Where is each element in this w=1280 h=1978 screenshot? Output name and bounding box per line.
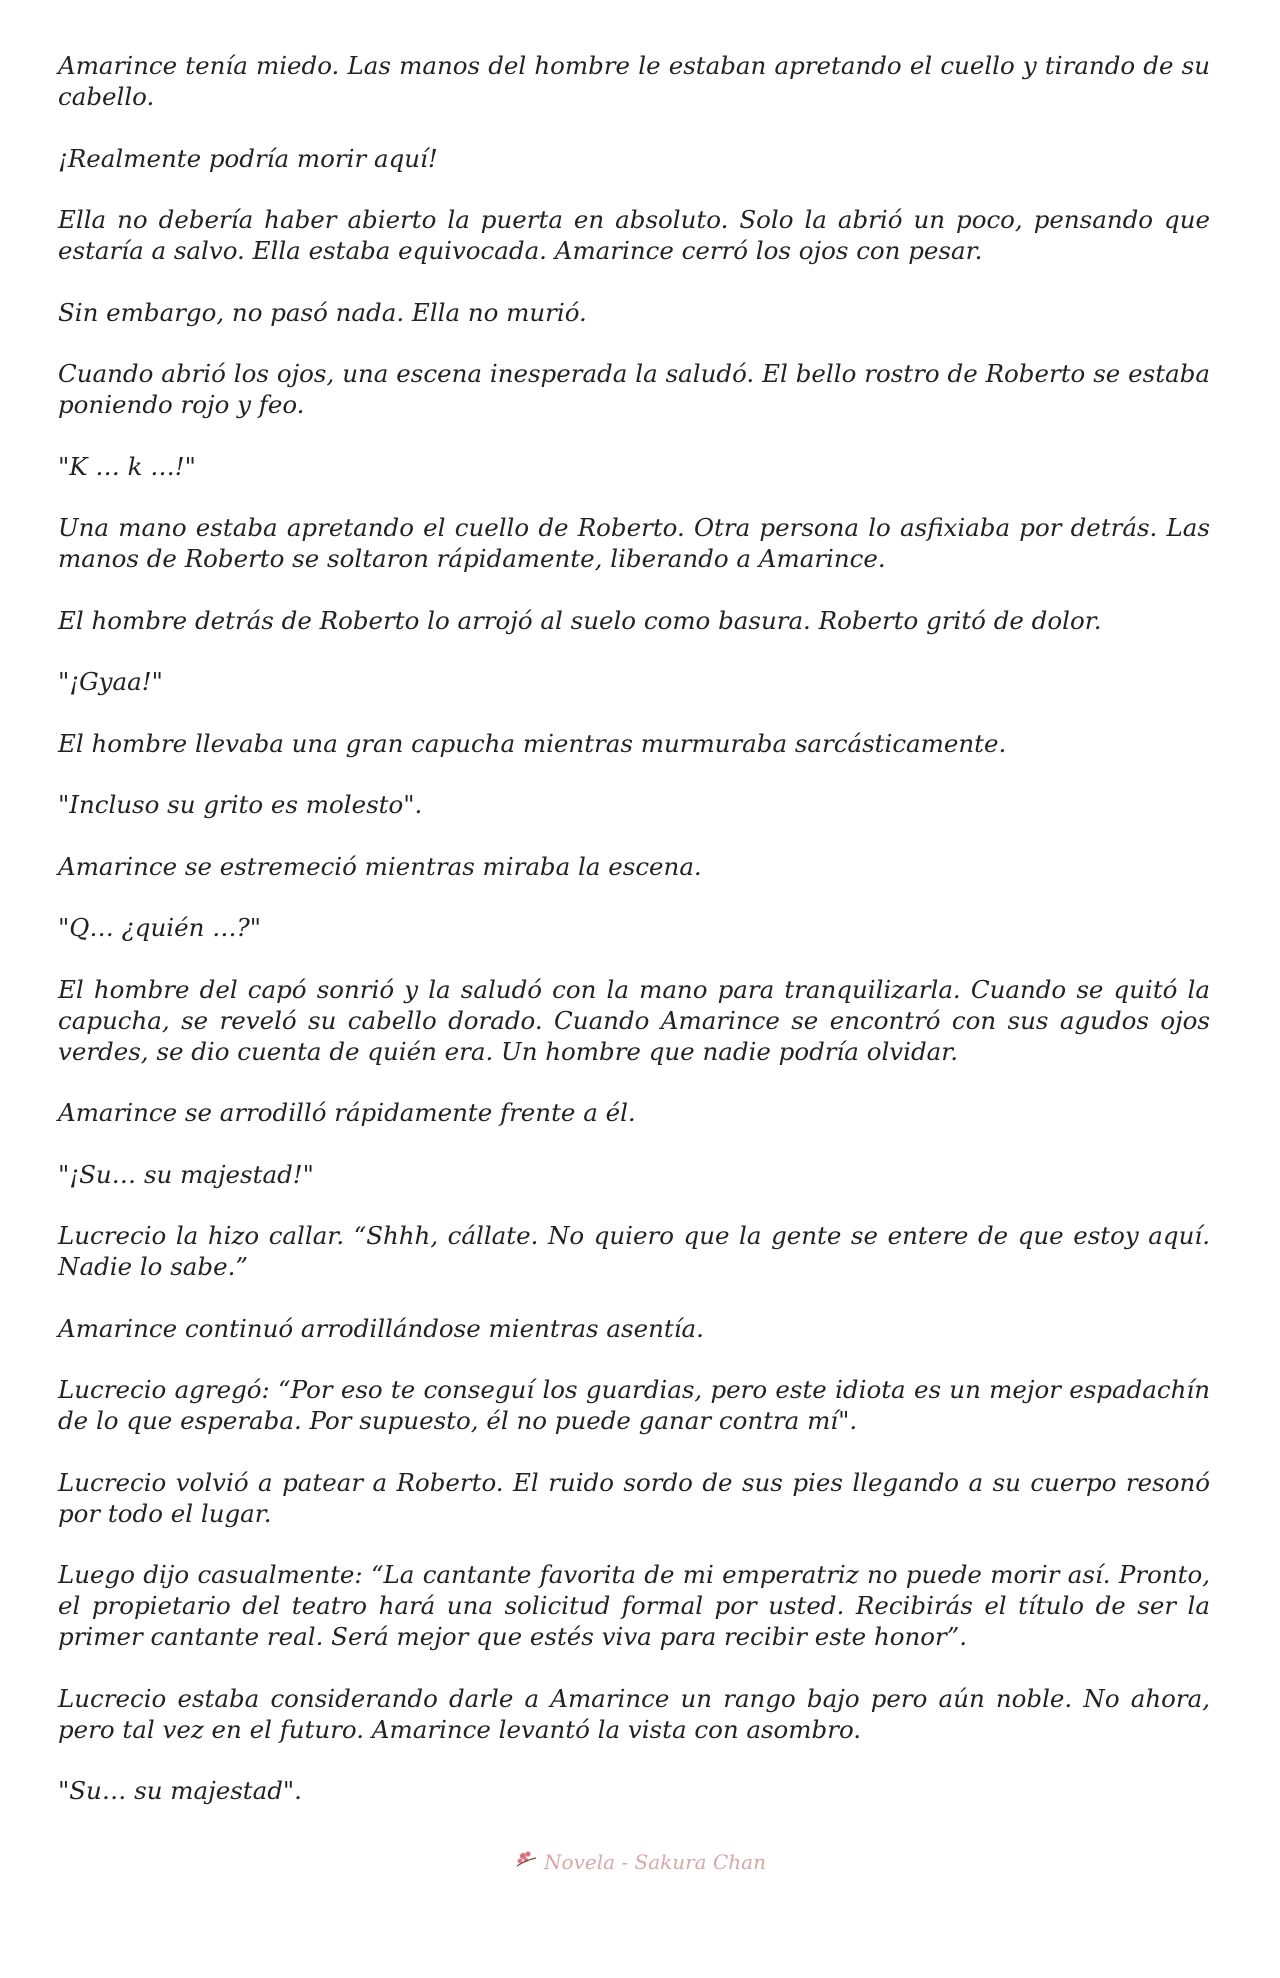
- paragraph: Una mano estaba apretando el cuello de Roberto. Otra persona lo asfixiaba por detrás. Las manos de Roberto se soltaron rápidamente, liberando a Amarince.: [58, 513, 1210, 573]
- paragraph: ¡Realmente podría morir aquí!: [58, 143, 438, 173]
- paragraph: "¡Gyaa!": [58, 667, 163, 696]
- paragraph: Lucrecio agregó: “Por eso te conseguí los guardias, pero este idiota es un mejor espadachín de lo que esperaba. Por supuesto, él no puede ganar contra mí".: [58, 1375, 1210, 1435]
- paragraph: Sin embargo, no pasó nada. Ella no murió.: [58, 297, 587, 327]
- paragraph: Amarince se estremeció mientras miraba la escena.: [58, 851, 702, 881]
- paragraph: Cuando abrió los ojos, una escena inesperada la saludó. El bello rostro de Roberto se estaba poniendo rojo y feo.: [58, 359, 1210, 419]
- chapter-text: [58, 50, 1210, 1837]
- paragraph: "¡Su… su majestad!": [58, 1159, 314, 1189]
- paragraph: "Q… ¿quién …?": [58, 913, 262, 942]
- paragraph: "Incluso su grito es molesto".: [58, 790, 423, 819]
- paragraph: El hombre del capó sonrió y la saludó con la mano para tranquilizarla. Cuando se quitó la capucha, se reveló su cabello dorado. Cuando Amarince se encontró con sus agudos ojos verdes, se dio cuenta de quién era. Un hombre que nadie podría olvidar.: [58, 974, 1210, 1066]
- paragraph: Lucrecio volvió a patear a Roberto. El ruido sordo de sus pies llegando a su cuerpo resonó por todo el lugar.: [58, 1467, 1210, 1528]
- paragraph: Luego dijo casualmente: “La cantante favorita de mi emperatriz no puede morir así. Pronto, el propietario del teatro hará una solicitud formal por usted. Recibirás el título de ser la primer cantante real. Será mejor que estés viva para recibir este honor”.: [58, 1560, 1210, 1651]
- paragraph: "Su… su majestad".: [58, 1776, 302, 1805]
- footer-watermark: [0, 1850, 1280, 1874]
- footer-text: Novela - Sakura Chan: [544, 1850, 766, 1874]
- paragraph: Amarince tenía miedo. Las manos del hombre le estaban apretando el cuello y tirando de su cabello.: [58, 51, 1210, 111]
- paragraph: Lucrecio estaba considerando darle a Amarince un rango bajo pero aún noble. No ahora, pero tal vez en el futuro. Amarince levantó la vista con asombro.: [58, 1683, 1210, 1744]
- paragraph: Amarince se arrodilló rápidamente frente a él.: [58, 1098, 636, 1127]
- paragraph: El hombre detrás de Roberto lo arrojó al suelo como basura. Roberto gritó de dolor.: [58, 605, 1102, 635]
- paragraph: El hombre llevaba una gran capucha mientras murmuraba sarcásticamente.: [58, 728, 1007, 758]
- paragraph: Amarince continuó arrodillándose mientras asentía.: [58, 1313, 704, 1343]
- paragraph: "K … k …!": [58, 451, 196, 481]
- paragraph: Ella no debería haber abierto la puerta en absoluto. Solo la abrió un poco, pensando que estaría a salvo. Ella estaba equivocada. Amarince cerró los ojos con pesar.: [58, 205, 1210, 265]
- paragraph: Lucrecio la hizo callar. “Shhh, cállate. No quiero que la gente se entere de que estoy aquí. Nadie lo sabe.”: [58, 1221, 1210, 1281]
- sakura-flower-icon: [514, 1850, 540, 1872]
